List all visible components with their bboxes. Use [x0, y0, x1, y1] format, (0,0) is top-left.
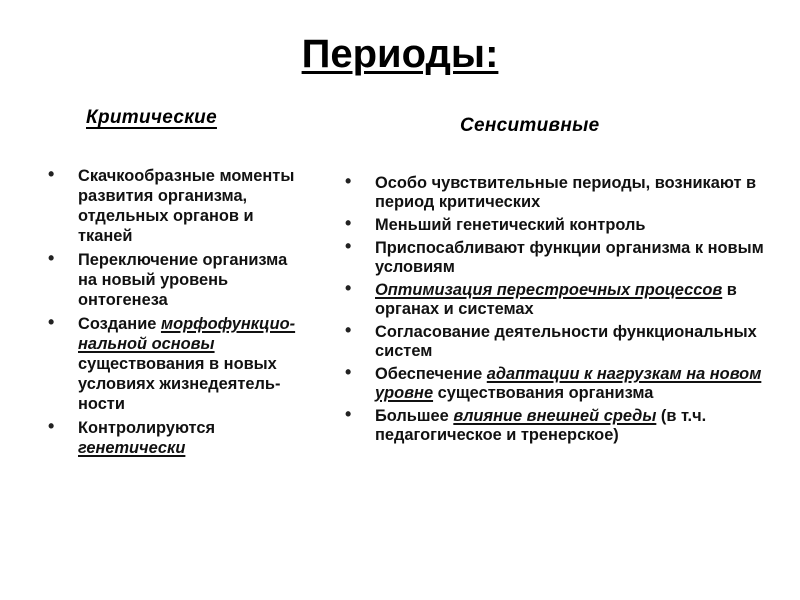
item-text: Обеспечение: [375, 365, 487, 383]
list-item: [375, 239, 765, 277]
list-item: [375, 216, 765, 235]
emphasized-text: влияние внешней среды: [453, 407, 657, 425]
list-item: [78, 418, 300, 458]
critical-heading-text: Критические: [86, 107, 217, 128]
emphasized-text: морфофункцио-нальной основы: [78, 315, 296, 353]
emphasized-text: Оптимизация перестроечных процессов: [375, 281, 723, 299]
item-text: Приспосабливают функции организма к новым условиям: [375, 239, 764, 276]
sensitive-heading-text: Сенситивные: [460, 115, 600, 136]
list-item: [78, 250, 300, 310]
list-item: [78, 166, 300, 246]
page-title: [0, 32, 800, 77]
item-text: Создание: [78, 315, 161, 333]
emphasized-text: адаптации к нагрузкам на новом уровне: [375, 365, 762, 402]
item-text: Контролируются: [78, 419, 216, 437]
list-item: [78, 314, 300, 414]
list-item: [375, 407, 765, 445]
item-text: существования в новых условиях жизнедеятель-ности: [78, 355, 281, 413]
item-text: Большее: [375, 407, 454, 425]
sensitive-heading: [460, 115, 599, 137]
list-item: [375, 365, 765, 403]
emphasized-text: генетически: [78, 439, 186, 457]
item-text: Меньший генетический контроль: [375, 216, 646, 234]
list-item: [375, 323, 765, 361]
item-text: Согласование деятельности функциональных систем: [375, 323, 757, 360]
critical-heading: [86, 107, 217, 129]
item-text: (в т.ч. педагогическое и тренерское): [375, 407, 707, 444]
critical-list: [78, 166, 300, 462]
item-text: существования организма: [433, 384, 654, 402]
page-title-text: Периоды:: [301, 32, 499, 76]
list-item: [375, 174, 765, 212]
sensitive-list: [375, 174, 765, 449]
item-text: в органах и системах: [375, 281, 737, 318]
item-text: Переключение организма на новый уровень онтогенеза: [78, 251, 288, 309]
item-text: Скачкообразные моменты развития организма, отдельных органов и тканей: [78, 167, 295, 245]
item-text: Особо чувствительные периоды, возникают в период критических: [375, 174, 757, 211]
list-item: [375, 281, 765, 319]
